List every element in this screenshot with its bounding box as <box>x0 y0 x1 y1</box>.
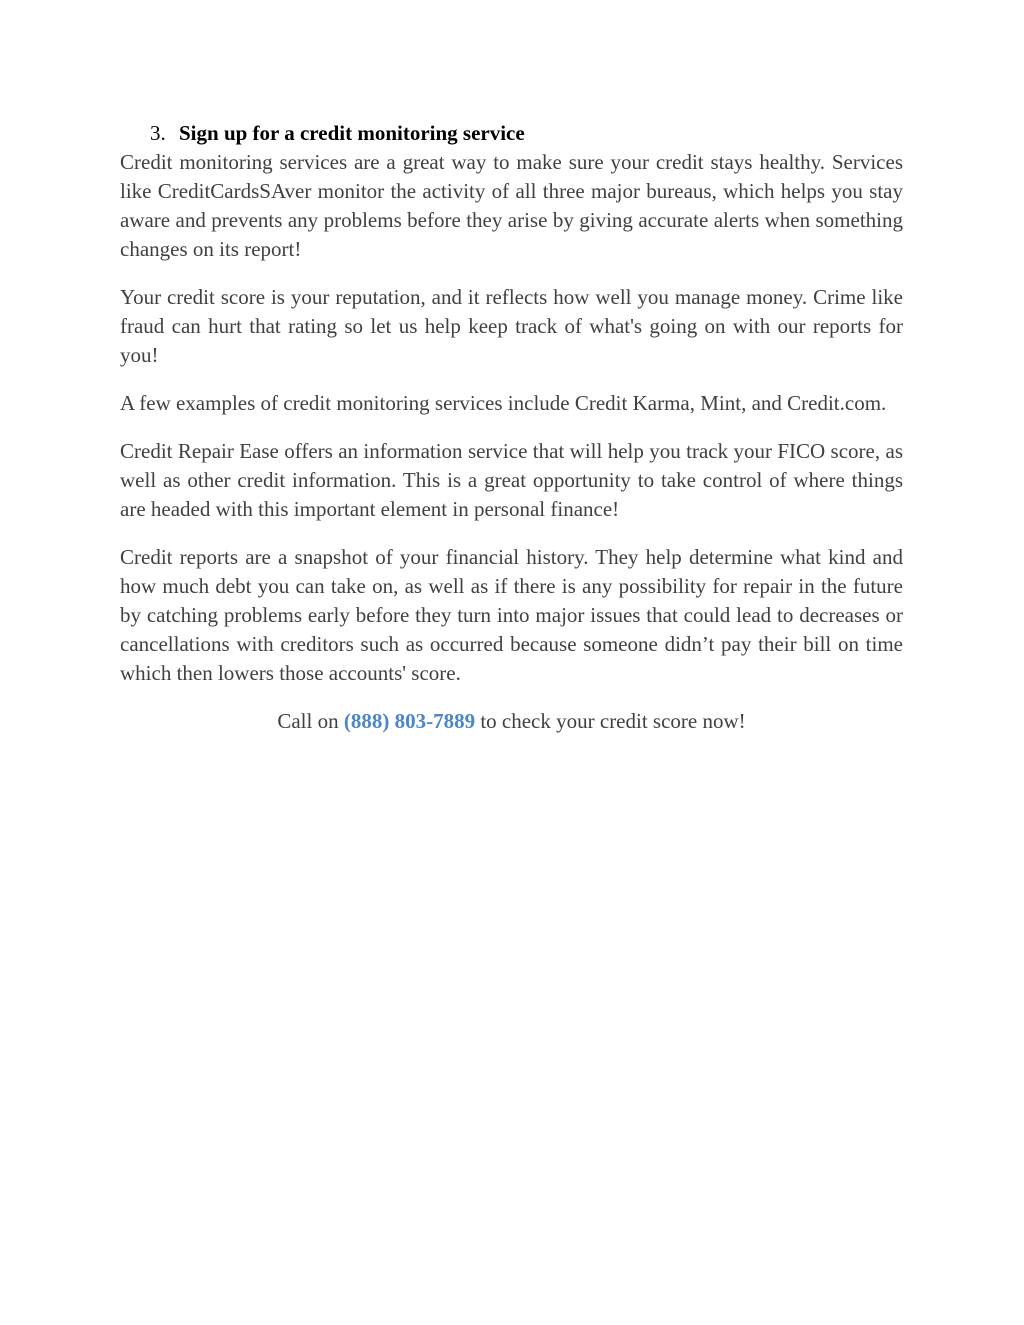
phone-link[interactable]: (888) 803-7889 <box>343 709 476 733</box>
paragraph-credit-monitoring: Credit monitoring services are a great way to make sure your credit stays healthy. Services like CreditCardsSAver monitor the activity of all three major bureaus, which helps you stay aware and prevents any problems before they arise by giving accurate alerts when something changes on its report! <box>120 150 903 261</box>
paragraph-credit-reports: Credit reports are a snapshot of your financial history. They help determine what kind and how much debt you can take on, as well as if there is any possibility for repair in the future by catching problems early before they turn into major issues that could lead to decreases or cancellations with creditors such as occurred because someone didn’t pay their bill on time which then lowers those accounts' score. <box>120 545 903 685</box>
section-number: 3. <box>150 121 166 145</box>
cta-suffix: to check your credit score now! <box>475 709 746 733</box>
call-to-action <box>120 707 903 736</box>
document-page <box>120 119 903 736</box>
section-heading <box>150 119 903 148</box>
cta-prefix: Call on <box>277 709 344 733</box>
paragraph-monitoring-examples: A few examples of credit monitoring services include Credit Karma, Mint, and Credit.com. <box>120 391 887 415</box>
section-title: Sign up for a credit monitoring service <box>179 121 525 145</box>
paragraph-credit-score-reputation: Your credit score is your reputation, and it reflects how well you manage money. Crime like fraud can hurt that rating so let us help keep track of what's going on with our reports for you! <box>120 285 903 367</box>
paragraph-credit-repair-ease: Credit Repair Ease offers an information service that will help you track your FICO score, as well as other credit information. This is a great opportunity to take control of where things are headed with this important element in personal finance! <box>120 439 903 521</box>
